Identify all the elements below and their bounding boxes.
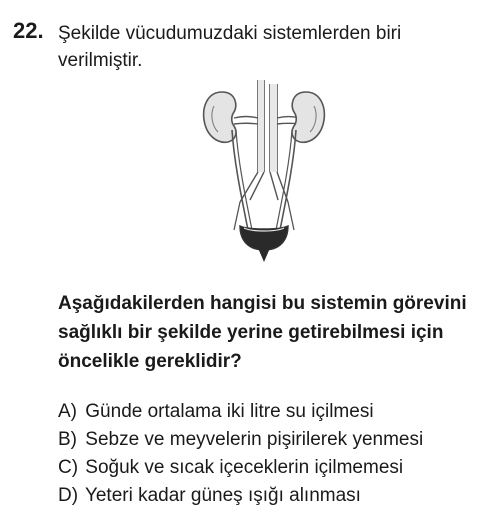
left-kidney-icon [204, 92, 236, 142]
urinary-system-illustration [200, 80, 328, 264]
option-text: Yeteri kadar güneş ışığı alınması [84, 485, 361, 506]
question-prompt: Aşağıdakilerden hangisi bu sistemin görevini sağlıklı bir şekilde yerine getirebilmesi için öncelikle gereklidir? [58, 293, 467, 372]
question-number: 22. [13, 18, 44, 43]
aorta-fill [258, 80, 264, 172]
urethra-icon [258, 248, 270, 262]
answer-options [58, 398, 490, 510]
right-ureter [280, 130, 296, 230]
iliac-branches [240, 172, 288, 202]
renal-vessel-left [234, 117, 258, 125]
right-kidney-icon [292, 92, 324, 142]
option-c[interactable] [58, 454, 490, 482]
left-ureter [232, 130, 248, 230]
option-letter: A) [58, 401, 77, 422]
question-intro: Şekilde vücudumuzdaki sistemlerden biri verilmiştir. [58, 23, 402, 71]
option-d[interactable] [58, 482, 490, 510]
option-letter: D) [58, 485, 79, 506]
vena-cava-fill [270, 84, 277, 172]
option-letter: B) [58, 429, 77, 450]
option-text: Soğuk ve sıcak içeceklerin içilmemesi [85, 457, 404, 478]
option-a[interactable] [58, 398, 490, 426]
option-letter: C) [58, 457, 79, 478]
option-b[interactable] [58, 426, 490, 454]
option-text: Günde ortalama iki litre su içilmesi [85, 401, 374, 422]
option-text: Sebze ve meyvelerin pişirilerek yenmesi [85, 429, 424, 450]
